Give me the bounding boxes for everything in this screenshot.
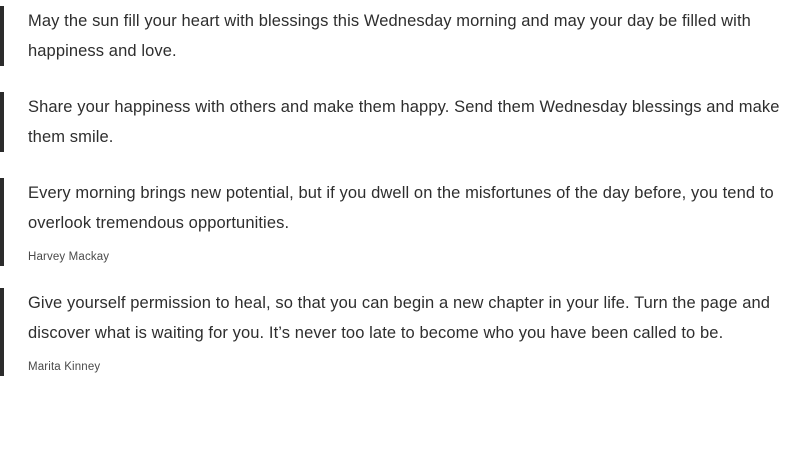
quote-text: May the sun fill your heart with blessings this Wednesday morning and may your day be filled with happiness and love. [28, 12, 751, 60]
quote-block-3 [0, 178, 792, 266]
quote-block-1 [0, 6, 792, 66]
block-gap [0, 152, 792, 178]
block-gap [0, 66, 792, 92]
quote-block-4 [0, 288, 792, 376]
quote-text: Every morning brings new potential, but if you dwell on the misfortunes of the day before, you tend to overlook tremendous opportunities. [28, 184, 774, 232]
quote-text: Share your happiness with others and make them happy. Send them Wednesday blessings and make them smile. [28, 98, 780, 146]
quote-author: Harvey Mackay [28, 251, 110, 263]
block-gap [0, 266, 792, 288]
quote-author: Marita Kinney [28, 361, 101, 373]
quote-block-2 [0, 92, 792, 152]
quote-text: Give yourself permission to heal, so that you can begin a new chapter in your life. Turn the page and discover what is waiting for you. It’s never too late to become who you have been called to be. [28, 294, 771, 342]
